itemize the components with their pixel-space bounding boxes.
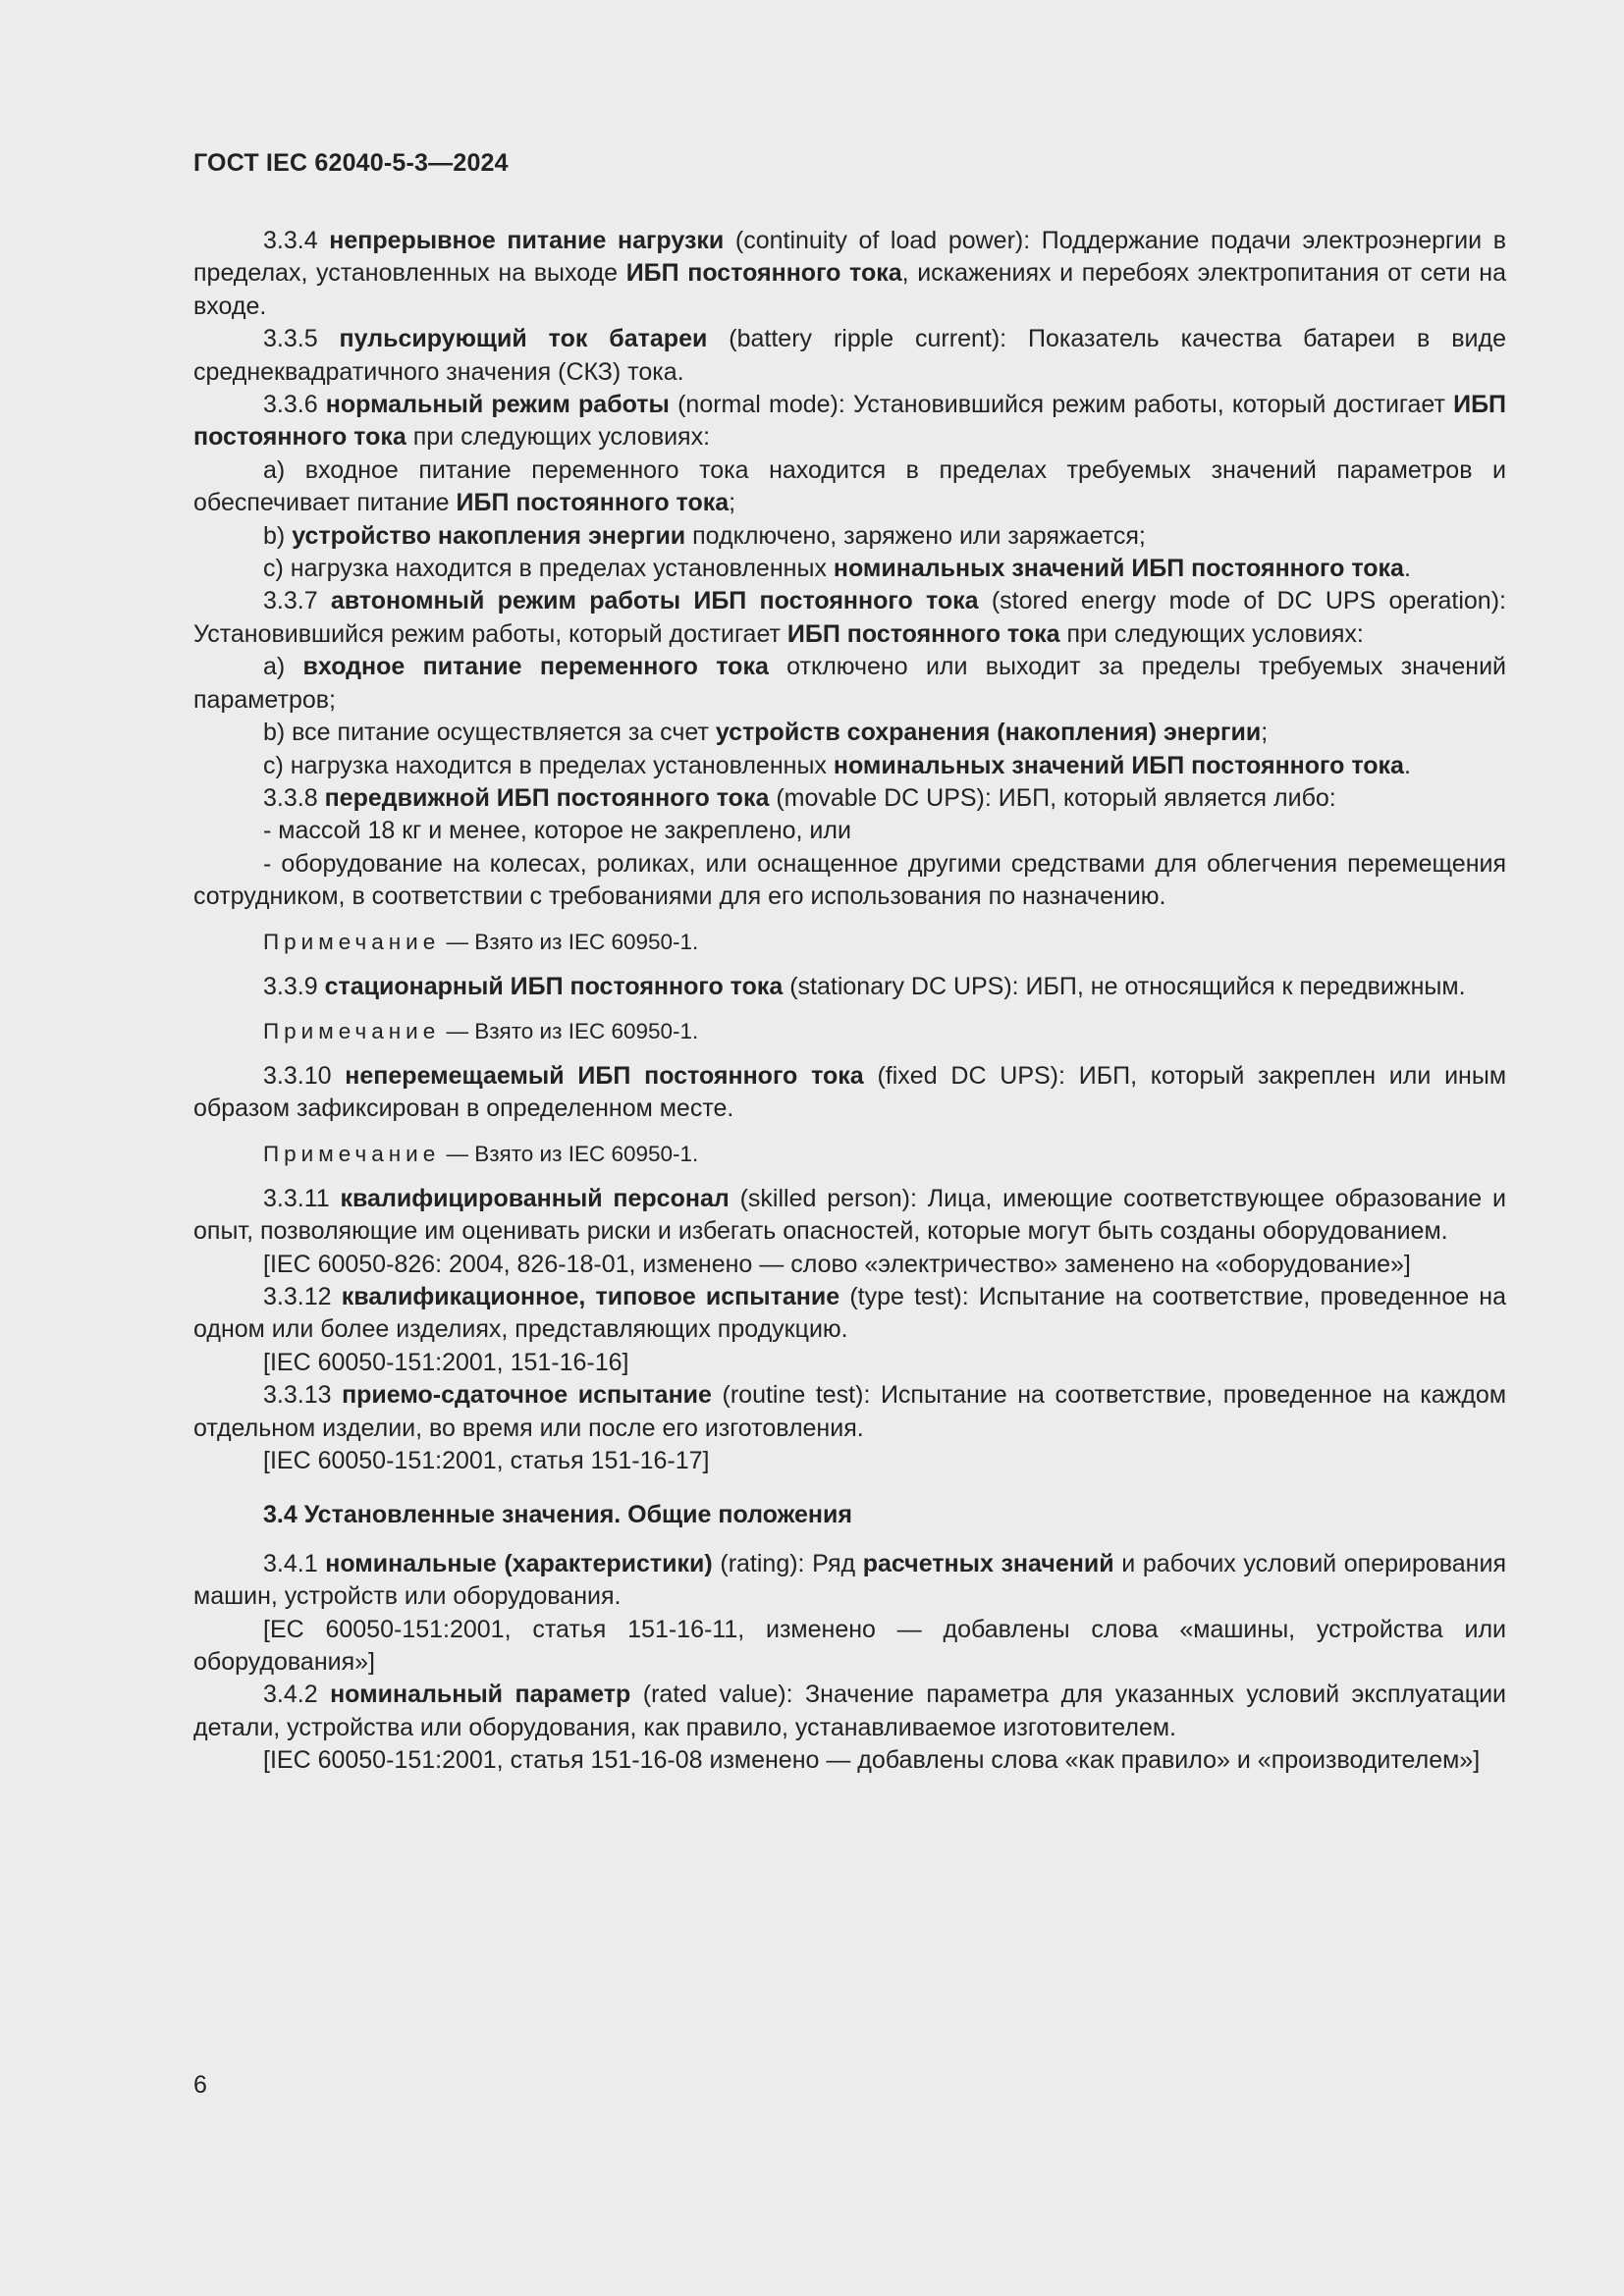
section-heading: 3.4 Установленные значения. Общие положения [263, 1501, 852, 1529]
term-3-3-10: 3.3.10 неперемещаемый ИБП постоянного тока (fixed DC UPS): ИБП, который закреплен или иным образом зафиксирован в определенном месте. [193, 1061, 1507, 1123]
term-3-3-8: 3.3.8 передвижной ИБП постоянного тока (movable DC UPS): ИБП, который является либо: [263, 783, 1336, 812]
reference: [IEC 60050-826: 2004, 826-18-01, изменено — слово «электричество» заменено на «оборудование»] [263, 1250, 1411, 1278]
reference: [IEC 60050-151:2001, статья 151-16-08 изменено — добавлены слова «как правило» и «производителем»] [263, 1746, 1481, 1775]
term-3-3-4: 3.3.4 непрерывное питание нагрузки (continuity of load power): Поддержание подачи электроэнергии в пределах, установленных на выходе ИБП постоянного тока, искажениях и перебоях электропитания от сети на входе. [193, 227, 1506, 320]
term-3-3-9: 3.3.9 стационарный ИБП постоянного тока (stationary DC UPS): ИБП, не относящийся к передвижным. [263, 972, 1466, 1000]
page-number: 6 [193, 2071, 207, 2099]
document-header: ГОСТ IEC 62040-5-3—2024 [193, 149, 509, 177]
list-item: b) устройство накопления энергии подключено, заряжено или заряжается; [263, 521, 1146, 550]
list-item: a) входное питание переменного тока отключено или выходит за пределы требуемых значений параметров; [193, 653, 1507, 714]
list-item: - массой 18 кг и менее, которое не закреплено, или [263, 817, 851, 845]
note: Примечание — Взято из IEC 60950-1. [263, 1018, 699, 1043]
term-3-4-2: 3.4.2 номинальный параметр (rated value): Значение параметра для указанных условий эксплуатации детали, устройства или оборудования, как правило, устанавливаемое изготовителем. [193, 1681, 1506, 1741]
reference: [IEC 60050-151:2001, 151-16-16] [263, 1348, 629, 1376]
note: Примечание — Взято из IEC 60950-1. [263, 929, 699, 954]
reference: [ЕС 60050-151:2001, статья 151-16-11, изменено — добавлены слова «машины, устройства или оборудования»] [193, 1615, 1506, 1677]
term-3-3-7: 3.3.7 автономный режим работы ИБП постоянного тока (stored energy mode of DC UPS operation): Установившийся режим работы, который достигает ИБП постоянного тока при следующих условиях: [193, 587, 1506, 648]
term-3-3-13: 3.3.13 приемо-сдаточное испытание (routine test): Испытание на соответствие, проведенное на каждом отдельном изделии, во время или после его изготовления. [193, 1381, 1507, 1442]
term-3-4-1: 3.4.1 номинальные (характеристики) (rating): Ряд расчетных значений и рабочих условий оперирования машин, устройств или оборудования. [193, 1549, 1506, 1611]
document-body [193, 225, 1506, 1778]
term-3-3-11: 3.3.11 квалифицированный персонал (skilled person): Лица, имеющие соответствующее образование и опыт, позволяющие им оценивать риски и избегать опасностей, которые могут быть созданы оборудованием. [193, 1184, 1506, 1246]
term-3-3-6: 3.3.6 нормальный режим работы (normal mode): Установившийся режим работы, который достигает ИБП постоянного тока при следующих условиях: [193, 391, 1506, 452]
note: Примечание — Взято из IEC 60950-1. [263, 1141, 699, 1166]
list-item: c) нагрузка находится в пределах установленных номинальных значений ИБП постоянного тока. [263, 751, 1411, 779]
term-3-3-5: 3.3.5 пульсирующий ток батареи (battery ripple current): Показатель качества батареи в виде среднеквадратичного значения (СКЗ) тока. [193, 325, 1506, 386]
reference: [IEC 60050-151:2001, статья 151-16-17] [263, 1447, 710, 1474]
list-item: c) нагрузка находится в пределах установленных номинальных значений ИБП постоянного тока. [263, 555, 1411, 583]
term-3-3-12: 3.3.12 квалификационное, типовое испытание (type test): Испытание на соответствие, проведенное на одном или более изделиях, представляющих продукцию. [193, 1282, 1506, 1344]
list-item: a) входное питание переменного тока находится в пределах требуемых значений параметров и обеспечивает питание ИБП постоянного тока; [193, 455, 1506, 517]
list-item: - оборудование на колесах, роликах, или оснащенное другими средствами для облегчения перемещения сотрудником, в соответствии с требованиями для его использования по назначению. [193, 849, 1506, 911]
list-item: b) все питание осуществляется за счет устройств сохранения (накопления) энергии; [263, 719, 1269, 747]
